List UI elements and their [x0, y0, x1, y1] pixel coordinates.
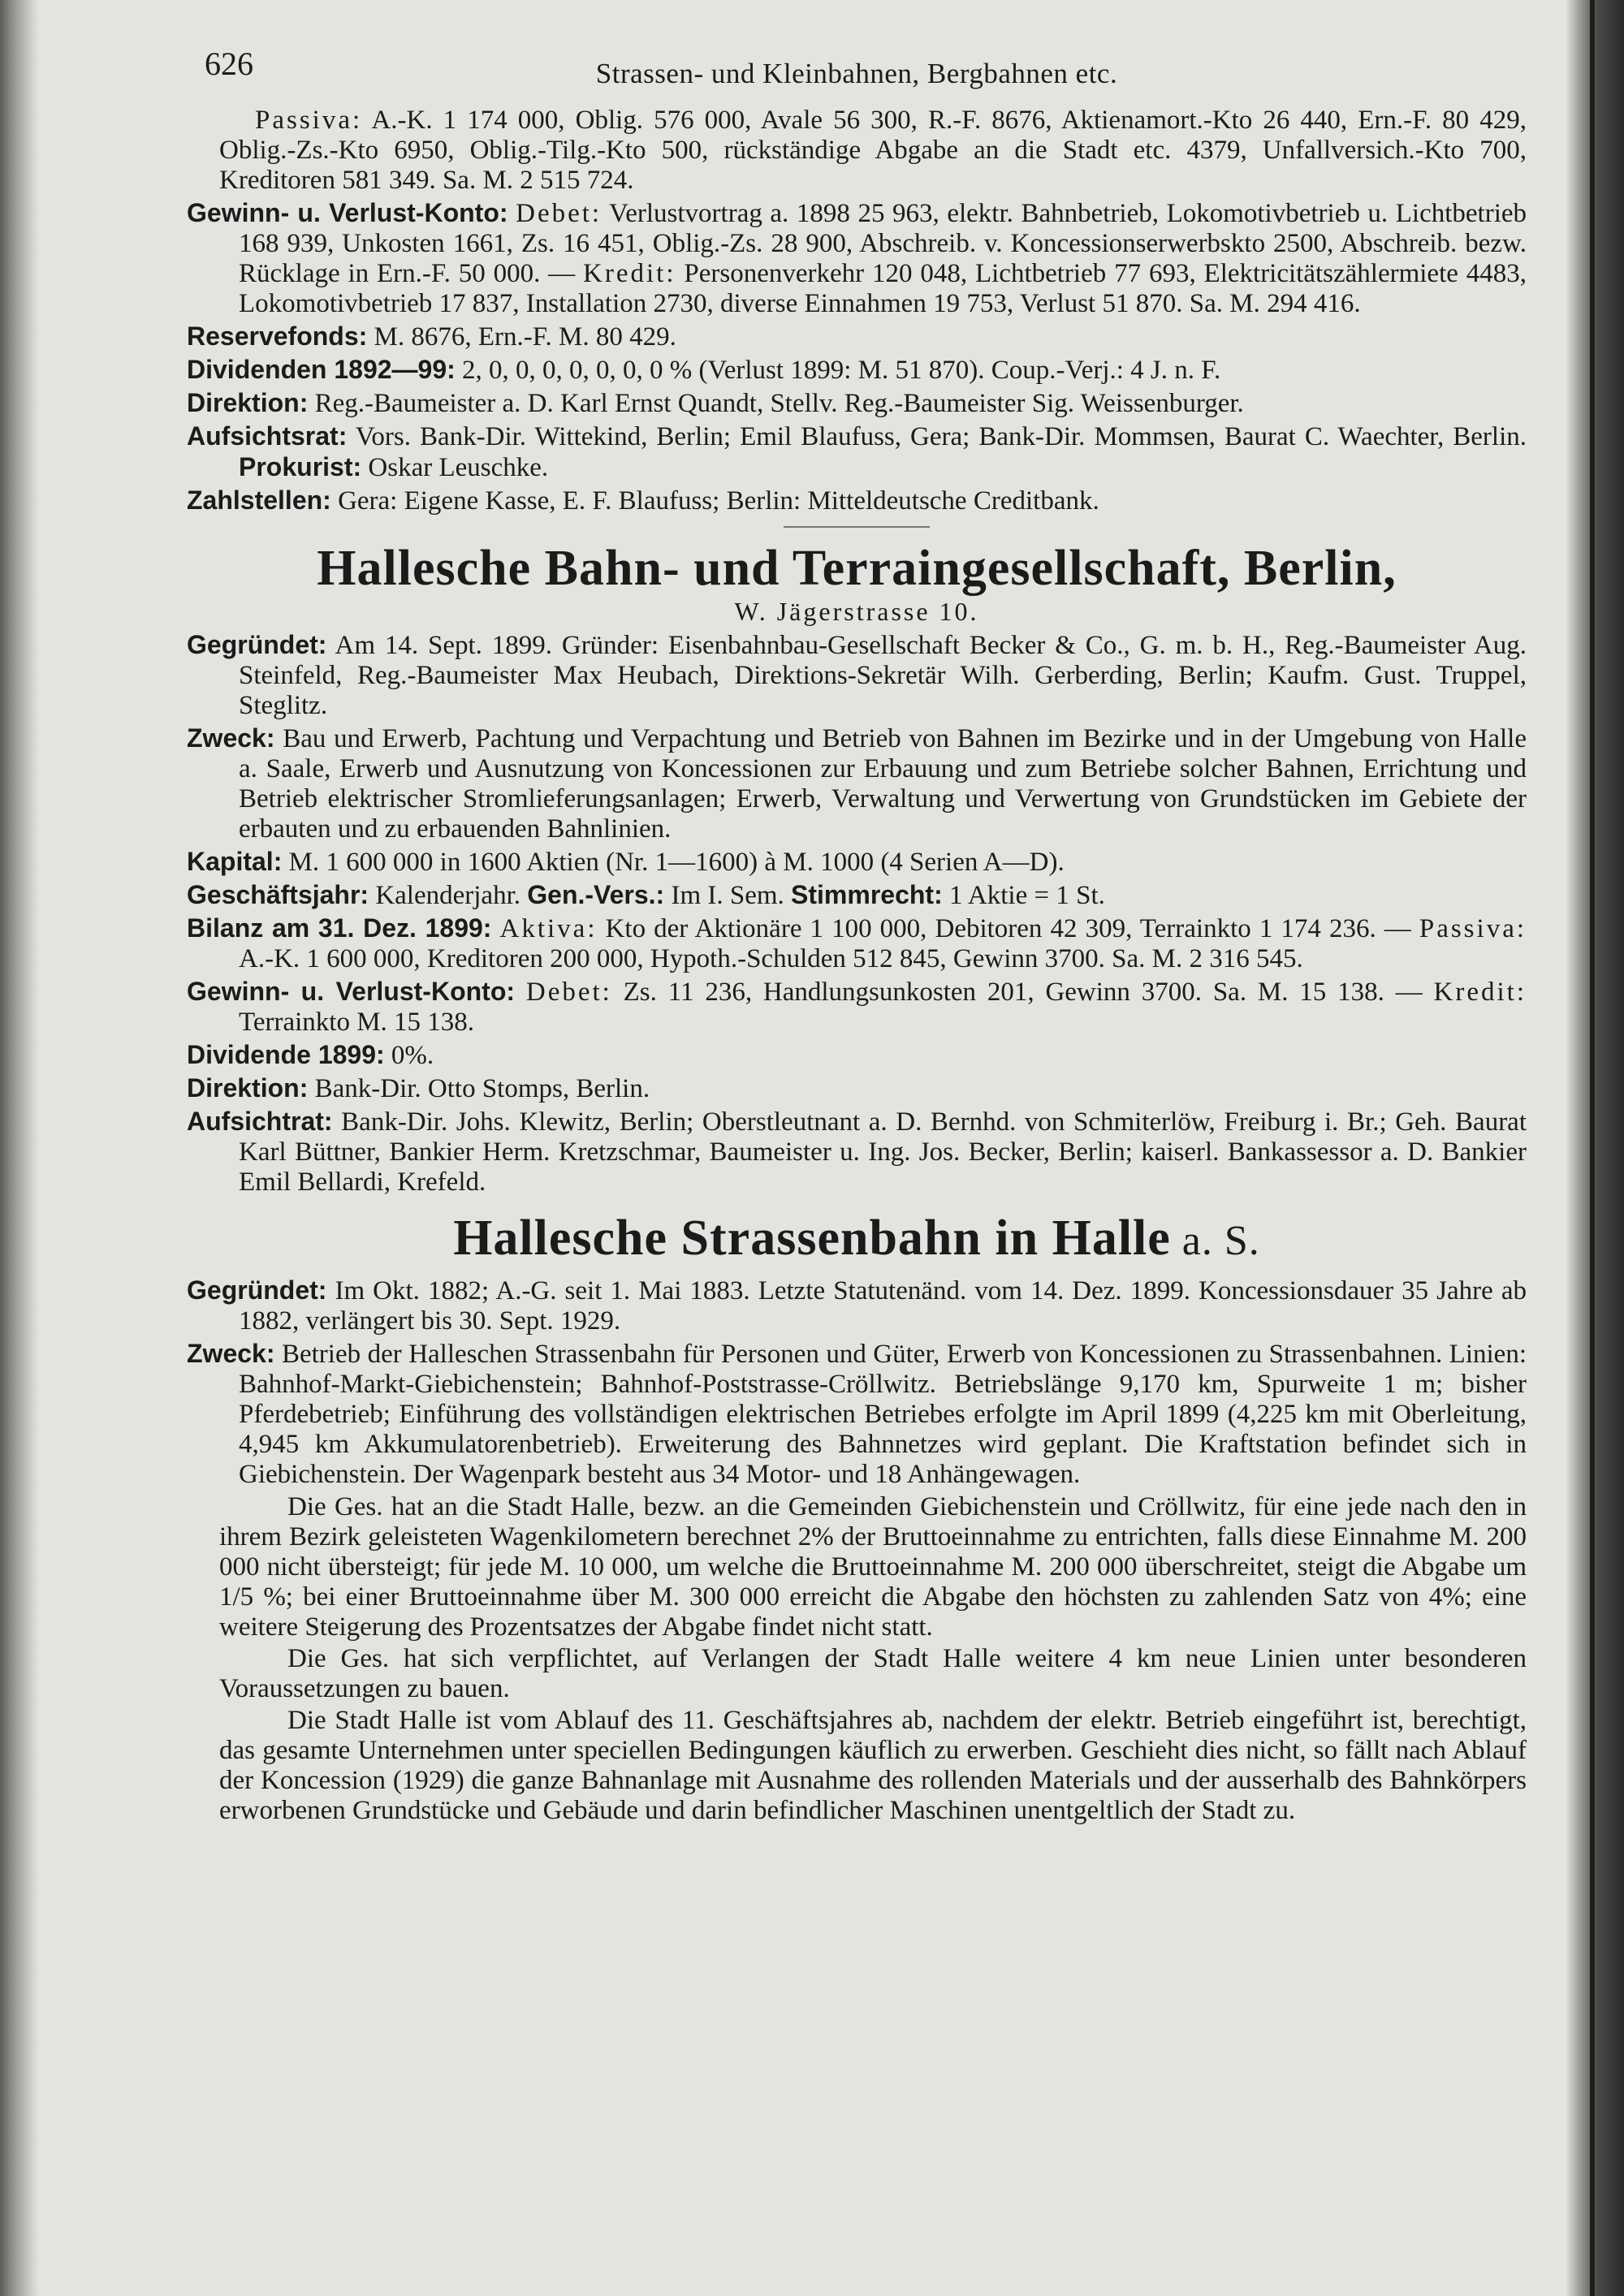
debet-label: Debet: [516, 199, 603, 228]
guv-entry [187, 198, 1527, 319]
zahlstellen-text: Gera: Eigene Kasse, E. F. Blaufuss; Berlin: Mitteldeutsche Creditbank. [330, 486, 1099, 516]
aufsichtsrat-label: Aufsichtsrat: [187, 421, 348, 451]
kredit-label: Kredit: [583, 259, 676, 288]
aufsichtsrat-text: Vors. Bank-Dir. Wittekind, Berlin; Emil Blaufuss, Gera; Bank-Dir. Mommsen, Baurat C. Waechter, Berlin. [347, 422, 1527, 451]
dividenden-label: Dividenden 1892—99: [187, 355, 456, 384]
reservefonds-label: Reservefonds: [187, 322, 368, 351]
abgabe-paragraph: Die Ges. hat an die Stadt Halle, bezw. an die Gemeinden Giebichenstein und Cröllwitz, für eine jede nach den in ihrem Bezirk geleisteten Wagenkilometern berechnet 2% der Bruttoeinnahme zu entrichten, falls diese Einnahme M. 200 000 nicht übersteigt; für jede M. 10 000, um welche die Bruttoeinnahme M. 200 000 überschreitet, steigt die Abgabe um 1/5 %; bei einer Bruttoeinnahme über M. 300 000 erreicht die Abgabe den höchsten zu zahlenden Satz von 4%; eine weitere Steigerung des Prozentsatzes der Abgabe findet nicht statt. [219, 1492, 1527, 1642]
aufsichtrat-label: Aufsichtrat: [187, 1107, 333, 1136]
passiva-entry [187, 106, 1527, 196]
scan-gutter-line [1590, 0, 1595, 2296]
erwerb-paragraph: Die Stadt Halle ist vom Ablauf des 11. Geschäftsjahres ab, nachdem der elektr. Betrieb eingeführt ist, berechtigt, das gesamte Unternehmen unter speciellen Bedingungen käuflich zu erwerben. Geschieht dies nicht, so fällt nach Ablauf der Koncession (1929) die ganze Bahnanlage mit Ausnahme des rollenden Materials und der ausserhalb des Bahnkörpers erworbenen Grundstücke und Gebäude und darin befindlicher Maschinen unentgeltlich der Stadt zu. [219, 1706, 1527, 1825]
zahlstellen-label: Zahlstellen: [187, 486, 331, 515]
aktiva-label: Aktiva: [499, 914, 598, 943]
dividenden-entry [187, 355, 1527, 386]
aktiva-text: Kto der Aktionäre 1 100 000, Debitoren 42 309, Terrainkto 1 174 236. — [597, 914, 1411, 943]
dividende-label: Dividende 1899: [187, 1040, 385, 1069]
gegruendet-entry [187, 630, 1527, 721]
geschaeftsjahr-text: Kalenderjahr. [369, 881, 528, 910]
passiva-text: A.-K. 1 600 000, Kreditoren 200 000, Hypoth.-Schulden 512 845, Gewinn 3700. Sa. M. 2 316 545. [239, 944, 1303, 973]
genvers-label: Gen.-Vers.: [527, 880, 665, 909]
erweiterung-paragraph: Die Ges. hat sich verpflichtet, auf Verlangen der Stadt Halle weitere 4 km neue Linien unter besonderen Voraussetzungen zu bauen. [219, 1644, 1527, 1703]
gegruendet-text: Am 14. Sept. 1899. Gründer: Eisenbahnbau-Gesellschaft Becker & Co., G. m. b. H., Reg.-Baumeister Aug. Steinfeld, Reg.-Baumeister Max Heubach, Direktions-Sekretär Wilh. Gerberding, Berlin; Kaufm. Gust. Truppel, Steglitz. [239, 631, 1527, 720]
company-title: Hallesche Bahn- und Terraingesellschaft, Berlin, [317, 541, 1397, 596]
guv-label: Gewinn- u. Verlust-Konto: [187, 198, 508, 227]
company-title [187, 1209, 1527, 1271]
document-page [187, 45, 1527, 2273]
previous-entry [187, 106, 1527, 516]
kapital-label: Kapital: [187, 847, 283, 876]
direktion-text: Bank-Dir. Otto Stomps, Berlin. [308, 1074, 650, 1103]
aufsichtrat-entry [187, 1107, 1527, 1198]
gegruendet-label: Gegründet: [187, 1275, 327, 1305]
passiva-text: A.-K. 1 174 000, Oblig. 576 000, Avale 56 300, R.-F. 8676, Aktienamort.-Kto 26 440, Ern.-F. 80 429, Oblig.-Zs.-Kto 6950, Oblig.-Tilg.-Kto 500, rückständige Abgabe an die Stadt etc. 4379, Unfallversich.-Kto 700, Kreditoren 581 349. Sa. M. 2 515 724. [219, 106, 1527, 195]
debet-text: Verlustvortrag a. 1898 25 963, elektr. Bahnbetrieb, Lokomotivbetrieb u. Lichtbetrieb 168 939, Unkosten 1661, Zs. 16 451, Oblig.-Zs. 28 900, Abschreib. v. Koncessionserwerbskto 2500, Abschreib. bezw. Rücklage in Ern.-F. 50 000. — [239, 199, 1527, 288]
page-header [187, 45, 1527, 106]
direktion-label: Direktion: [187, 1073, 309, 1103]
gegruendet-entry [187, 1275, 1527, 1336]
direktion-label: Direktion: [187, 388, 309, 417]
zweck-entry [187, 723, 1527, 844]
reservefonds-entry [187, 322, 1527, 352]
guv-entry [187, 977, 1527, 1038]
debet-text: Zs. 11 236, Handlungsunkosten 201, Gewinn 3700. Sa. M. 15 138. — [611, 978, 1423, 1007]
kapital-entry [187, 847, 1527, 878]
aufsichtsrat-entry [187, 421, 1527, 483]
direktion-entry [187, 388, 1527, 419]
bilanz-label: Bilanz am 31. Dez. 1899: [187, 913, 492, 943]
direktion-text: Reg.-Baumeister a. D. Karl Ernst Quandt, Stellv. Reg.-Baumeister Sig. Weissenburger. [308, 389, 1244, 418]
bilanz-entry [187, 913, 1527, 974]
gegruendet-label: Gegründet: [187, 630, 327, 659]
kapital-text: M. 1 600 000 in 1600 Aktien (Nr. 1—1600) à M. 1000 (4 Serien A—D). [282, 848, 1065, 877]
genvers-text: Im I. Sem. [664, 881, 792, 910]
stimmrecht-text: 1 Aktie = 1 St. [942, 881, 1105, 910]
company-title-suffix: a. S. [1170, 1218, 1260, 1264]
company-entry-bahn-terrain [187, 539, 1527, 1198]
gegruendet-text: Im Okt. 1882; A.-G. seit 1. Mai 1883. Letzte Statutenänd. vom 14. Dez. 1899. Koncessionsdauer 35 Jahre ab 1882, verlängert bis 30. Sept. 1929. [239, 1276, 1527, 1336]
running-title: Strassen- und Kleinbahnen, Bergbahnen etc. [595, 58, 1118, 89]
guv-label: Gewinn- u. Verlust-Konto: [187, 977, 516, 1006]
dividenden-text: 2, 0, 0, 0, 0, 0, 0, 0 % (Verlust 1899: M. 51 870). Coup.-Verj.: 4 J. n. F. [455, 356, 1221, 385]
zweck-label: Zweck: [187, 1339, 275, 1368]
aufsichtrat-text: Bank-Dir. Johs. Klewitz, Berlin; Oberstleutnant a. D. Bernhd. von Schmiterlöw, Freiburg i. Br.; Geh. Baurat Karl Büttner, Bankier Herm. Kretzschmar, Baumeister u. Ing. Jos. Becker, Berlin; kaiserl. Bankassessor a. D. Bankier Emil Bellardi, Krefeld. [239, 1107, 1527, 1197]
debet-label: Debet: [525, 978, 612, 1007]
scan-edge-right [1566, 0, 1624, 2296]
stimmrecht-label: Stimmrecht: [791, 880, 943, 909]
direktion-entry [187, 1073, 1527, 1104]
geschaeftsjahr-label: Geschäftsjahr: [187, 880, 369, 909]
kredit-text: Personenverkehr 120 048, Lichtbetrieb 77 693, Elektricitätszählermiete 4483, Lokomotivbetrieb 17 837, Installation 2730, diverse Einnahmen 19 753, Verlust 51 870. Sa. M. 294 416. [239, 259, 1527, 318]
zahlstellen-entry [187, 486, 1527, 516]
prokurist-label: Prokurist: [239, 452, 362, 481]
passiva-label: Passiva: [1419, 914, 1527, 943]
kredit-label: Kredit: [1433, 978, 1527, 1007]
geschaeftsjahr-entry [187, 880, 1527, 911]
zweck-text: Bau und Erwerb, Pachtung und Verpachtung und Betrieb von Bahnen im Bezirke und in der Umgebung von Halle a. Saale, Erwerb und Ausnutzung von Koncessionen zur Erbauung und zum Betriebe solcher Bahnen, Errichtung und Betrieb elektrischer Stromlieferungsanlagen; Erwerb, Verwaltung und Verwertung von Grundstücken im Gebiete der erbauten und zu erbauenden Bahnlinien. [239, 724, 1527, 844]
zweck-entry [187, 1339, 1527, 1490]
page-number: 626 [205, 45, 253, 82]
dividende-entry [187, 1040, 1527, 1071]
zweck-label: Zweck: [187, 723, 275, 753]
kredit-text: Terrainkto M. 15 138. [239, 1008, 475, 1037]
passiva-label: Passiva: [255, 106, 363, 135]
section-divider [784, 526, 930, 528]
scan-edge-left [0, 0, 39, 2296]
company-address: W. Jägerstrasse 10. [734, 597, 979, 626]
company-entry-strassenbahn [187, 1209, 1527, 1826]
reservefonds-text: M. 8676, Ern.-F. M. 80 429. [367, 322, 676, 352]
company-title-main: Hallesche Strassenbahn in Halle [453, 1211, 1171, 1266]
zweck-text: Betrieb der Halleschen Strassenbahn für Personen und Güter, Erwerb von Koncessionen zu Strassenbahnen. Linien: Bahnhof-Markt-Giebichenstein; Bahnhof-Poststrasse-Cröllwitz. Betriebslänge 9,170 km, Spurweite 1 m; bisher Pferdebetrieb; Einführung des vollständigen elektrischen Betriebes erfolgte im April 1899 (4,225 km mit Oberleitung, 4,945 km Akkumulatorenbetrieb). Erweiterung des Bahnnetzes wird geplant. Die Kraftstation befindet sich in Giebichenstein. Der Wagenpark besteht aus 34 Motor- und 18 Anhängewagen. [239, 1340, 1527, 1489]
prokurist-text: Oskar Leuschke. [361, 453, 549, 482]
dividende-text: 0%. [384, 1041, 434, 1070]
